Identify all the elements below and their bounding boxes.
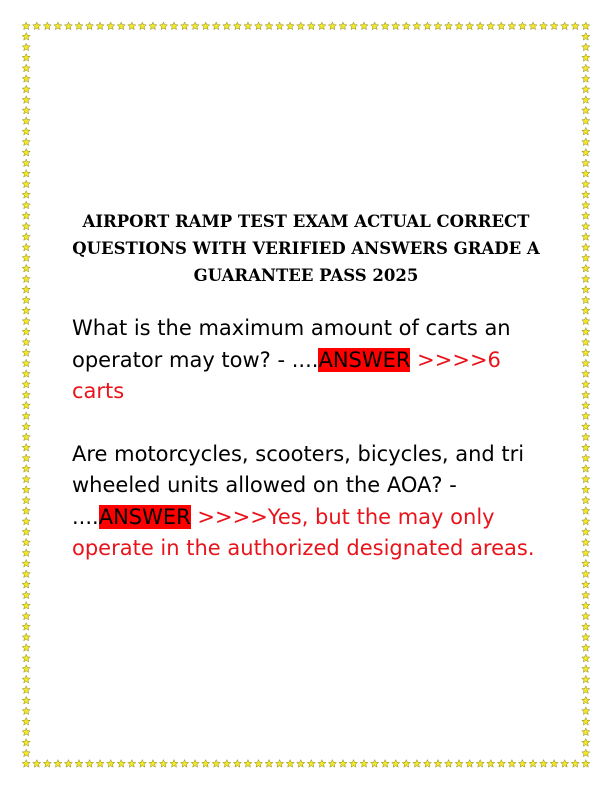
border-star-icon: [582, 370, 590, 378]
border-star-icon: [561, 760, 569, 768]
border-star-icon: [582, 412, 590, 420]
border-star-icon: [582, 85, 590, 93]
border-star-icon: [22, 138, 30, 146]
border-star-icon: [381, 22, 389, 30]
border-star-icon: [529, 760, 537, 768]
border-star-icon: [22, 96, 30, 104]
border-star-icon: [22, 686, 30, 694]
border-star-icon: [582, 507, 590, 515]
border-star-icon: [181, 760, 189, 768]
border-star-icon: [413, 760, 421, 768]
border-star-icon: [582, 75, 590, 83]
border-star-icon: [22, 507, 30, 515]
border-star-icon: [582, 686, 590, 694]
border-star-icon: [22, 644, 30, 652]
border-star-icon: [244, 760, 252, 768]
qa-item-1: [72, 313, 542, 408]
border-star-icon: [297, 760, 305, 768]
border-star-icon: [582, 212, 590, 220]
border-star-icon: [350, 22, 358, 30]
border-star-icon: [233, 760, 241, 768]
border-star-icon: [149, 22, 157, 30]
border-star-icon: [402, 760, 410, 768]
border-star-icon: [582, 760, 590, 768]
border-star-icon: [22, 717, 30, 725]
border-star-icon: [434, 760, 442, 768]
border-star-icon: [159, 760, 167, 768]
border-star-icon: [202, 22, 210, 30]
border-star-icon: [582, 243, 590, 251]
border-star-icon: [529, 22, 537, 30]
border-star-icon: [360, 760, 368, 768]
border-star-icon: [508, 760, 516, 768]
border-star-icon: [582, 517, 590, 525]
border-star-icon: [413, 22, 421, 30]
border-star-icon: [159, 22, 167, 30]
answer-label: ANSWER: [318, 347, 411, 372]
border-star-icon: [571, 760, 579, 768]
border-star-icon: [276, 760, 284, 768]
border-star-icon: [64, 760, 72, 768]
border-star-icon: [22, 728, 30, 736]
border-star-icon: [22, 254, 30, 262]
border-star-icon: [22, 760, 30, 768]
border-star-icon: [371, 22, 379, 30]
border-star-icon: [117, 22, 125, 30]
border-star-icon: [75, 22, 83, 30]
border-star-icon: [22, 243, 30, 251]
border-star-icon: [582, 317, 590, 325]
border-star-icon: [582, 749, 590, 757]
border-star-icon: [582, 422, 590, 430]
border-star-icon: [582, 496, 590, 504]
border-star-icon: [582, 338, 590, 346]
border-star-icon: [22, 233, 30, 241]
border-star-icon: [582, 654, 590, 662]
border-star-icon: [223, 760, 231, 768]
answer-label: ANSWER: [98, 504, 191, 529]
border-star-icon: [582, 127, 590, 135]
border-star-icon: [33, 760, 41, 768]
border-star-icon: [582, 717, 590, 725]
qa-item-2: [72, 439, 542, 565]
border-star-icon: [22, 612, 30, 620]
border-star-icon: [22, 64, 30, 72]
border-star-icon: [22, 422, 30, 430]
border-star-icon: [582, 623, 590, 631]
border-star-icon: [22, 370, 30, 378]
border-star-icon: [392, 760, 400, 768]
border-star-icon: [22, 623, 30, 631]
border-star-icon: [22, 148, 30, 156]
border-star-icon: [582, 602, 590, 610]
border-star-icon: [22, 528, 30, 536]
border-star-icon: [307, 760, 315, 768]
border-star-icon: [22, 475, 30, 483]
border-star-icon: [434, 22, 442, 30]
border-star-icon: [381, 760, 389, 768]
border-star-icon: [202, 760, 210, 768]
border-star-icon: [22, 602, 30, 610]
border-star-icon: [22, 633, 30, 641]
border-star-icon: [22, 380, 30, 388]
border-star-icon: [561, 22, 569, 30]
border-star-icon: [22, 117, 30, 125]
border-star-icon: [22, 591, 30, 599]
border-star-icon: [22, 317, 30, 325]
border-star-icon: [582, 159, 590, 167]
border-star-icon: [22, 222, 30, 230]
border-star-icon: [582, 465, 590, 473]
border-star-icon: [170, 760, 178, 768]
border-star-icon: [582, 180, 590, 188]
border-star-icon: [22, 22, 30, 30]
border-star-icon: [22, 170, 30, 178]
border-star-icon: [476, 760, 484, 768]
border-star-icon: [286, 22, 294, 30]
border-star-icon: [22, 538, 30, 546]
border-star-icon: [518, 760, 526, 768]
border-star-icon: [582, 696, 590, 704]
border-star-icon: [22, 201, 30, 209]
border-star-icon: [582, 591, 590, 599]
border-star-icon: [582, 233, 590, 241]
border-star-icon: [22, 675, 30, 683]
border-star-icon: [582, 285, 590, 293]
border-star-icon: [138, 760, 146, 768]
border-star-icon: [117, 760, 125, 768]
border-star-icon: [22, 707, 30, 715]
border-star-icon: [328, 22, 336, 30]
question-text: Are motorcycles, scooters, bicycles, and tri wheeled units allowed on the AOA? - ....: [72, 441, 525, 529]
border-star-icon: [191, 760, 199, 768]
border-star-icon: [212, 22, 220, 30]
border-star-icon: [265, 760, 273, 768]
border-star-icon: [96, 760, 104, 768]
border-star-icon: [265, 22, 273, 30]
border-star-icon: [22, 433, 30, 441]
border-star-icon: [497, 760, 505, 768]
border-star-icon: [22, 749, 30, 757]
border-star-icon: [22, 307, 30, 315]
border-star-icon: [22, 549, 30, 557]
border-star-icon: [138, 22, 146, 30]
border-star-icon: [22, 349, 30, 357]
border-star-icon: [582, 675, 590, 683]
border-star-icon: [22, 570, 30, 578]
border-star-icon: [43, 22, 51, 30]
border-star-icon: [571, 22, 579, 30]
border-star-icon: [540, 760, 548, 768]
qa-content: [72, 313, 542, 596]
border-star-icon: [582, 570, 590, 578]
question-text: What is the maximum amount of carts an operator may tow? - ....: [72, 316, 511, 372]
border-star-icon: [212, 760, 220, 768]
border-star-icon: [181, 22, 189, 30]
border-star-icon: [582, 148, 590, 156]
border-star-icon: [22, 486, 30, 494]
border-star-icon: [371, 760, 379, 768]
border-star-icon: [423, 760, 431, 768]
border-star-icon: [22, 75, 30, 83]
border-star-icon: [22, 328, 30, 336]
border-star-icon: [22, 443, 30, 451]
border-star-icon: [582, 222, 590, 230]
border-star-icon: [445, 760, 453, 768]
border-star-icon: [582, 349, 590, 357]
border-star-icon: [22, 43, 30, 51]
border-star-icon: [476, 22, 484, 30]
border-star-icon: [43, 760, 51, 768]
border-star-icon: [582, 559, 590, 567]
border-star-icon: [22, 275, 30, 283]
border-star-icon: [22, 54, 30, 62]
border-star-icon: [582, 454, 590, 462]
border-star-icon: [497, 22, 505, 30]
border-star-icon: [582, 54, 590, 62]
border-star-icon: [22, 496, 30, 504]
border-star-icon: [75, 760, 83, 768]
border-star-icon: [487, 760, 495, 768]
border-star-icon: [455, 22, 463, 30]
border-star-icon: [582, 728, 590, 736]
border-star-icon: [582, 43, 590, 51]
border-star-icon: [582, 22, 590, 30]
border-star-icon: [22, 180, 30, 188]
border-star-icon: [22, 696, 30, 704]
border-star-icon: [328, 760, 336, 768]
border-star-icon: [423, 22, 431, 30]
border-star-icon: [22, 391, 30, 399]
border-star-icon: [22, 85, 30, 93]
border-star-icon: [22, 127, 30, 135]
border-star-icon: [276, 22, 284, 30]
border-star-icon: [22, 665, 30, 673]
border-star-icon: [233, 22, 241, 30]
border-star-icon: [582, 201, 590, 209]
border-star-icon: [22, 212, 30, 220]
border-star-icon: [170, 22, 178, 30]
border-star-icon: [86, 760, 94, 768]
border-star-icon: [107, 22, 115, 30]
border-star-icon: [223, 22, 231, 30]
border-star-icon: [22, 338, 30, 346]
border-star-icon: [582, 528, 590, 536]
border-star-icon: [508, 22, 516, 30]
border-star-icon: [582, 549, 590, 557]
border-star-icon: [582, 328, 590, 336]
border-star-icon: [22, 465, 30, 473]
border-star-icon: [22, 159, 30, 167]
border-star-icon: [466, 760, 474, 768]
border-star-icon: [22, 654, 30, 662]
border-star-icon: [128, 22, 136, 30]
border-star-icon: [466, 22, 474, 30]
border-star-icon: [582, 739, 590, 747]
border-star-icon: [582, 138, 590, 146]
border-star-icon: [22, 296, 30, 304]
border-star-icon: [582, 359, 590, 367]
border-star-icon: [22, 412, 30, 420]
border-star-icon: [582, 64, 590, 72]
answer-text: >>>>6 carts: [72, 347, 501, 403]
border-star-icon: [582, 296, 590, 304]
border-star-icon: [22, 359, 30, 367]
border-star-icon: [582, 633, 590, 641]
border-star-icon: [22, 285, 30, 293]
border-star-icon: [582, 264, 590, 272]
border-star-icon: [22, 739, 30, 747]
border-star-icon: [339, 22, 347, 30]
border-star-icon: [582, 612, 590, 620]
border-star-icon: [582, 117, 590, 125]
border-star-icon: [22, 33, 30, 41]
border-star-icon: [445, 22, 453, 30]
border-star-icon: [22, 191, 30, 199]
border-star-icon: [54, 22, 62, 30]
border-star-icon: [582, 475, 590, 483]
border-star-icon: [22, 401, 30, 409]
border-star-icon: [107, 760, 115, 768]
border-star-icon: [307, 22, 315, 30]
border-star-icon: [582, 644, 590, 652]
border-star-icon: [582, 170, 590, 178]
border-star-icon: [402, 22, 410, 30]
border-star-icon: [360, 22, 368, 30]
border-star-icon: [128, 760, 136, 768]
border-star-icon: [22, 580, 30, 588]
border-star-icon: [339, 760, 347, 768]
border-star-icon: [582, 275, 590, 283]
border-star-icon: [582, 433, 590, 441]
border-star-icon: [254, 22, 262, 30]
border-star-icon: [582, 538, 590, 546]
border-star-icon: [582, 707, 590, 715]
border-star-icon: [297, 22, 305, 30]
border-star-icon: [582, 486, 590, 494]
border-star-icon: [550, 760, 558, 768]
border-star-icon: [392, 22, 400, 30]
border-star-icon: [244, 22, 252, 30]
border-star-icon: [318, 760, 326, 768]
border-star-icon: [582, 254, 590, 262]
border-star-icon: [455, 760, 463, 768]
border-star-icon: [318, 22, 326, 30]
border-star-icon: [22, 454, 30, 462]
border-star-icon: [86, 22, 94, 30]
border-star-icon: [64, 22, 72, 30]
border-star-icon: [22, 559, 30, 567]
answer-text: >>>>Yes, but the may only operate in the authorized designated areas.: [72, 504, 535, 560]
border-star-icon: [582, 443, 590, 451]
border-star-icon: [33, 22, 41, 30]
border-star-icon: [149, 760, 157, 768]
border-star-icon: [286, 760, 294, 768]
border-star-icon: [191, 22, 199, 30]
border-star-icon: [22, 106, 30, 114]
border-star-icon: [96, 22, 104, 30]
border-star-icon: [54, 760, 62, 768]
border-star-icon: [582, 580, 590, 588]
border-star-icon: [22, 264, 30, 272]
border-star-icon: [582, 191, 590, 199]
border-star-icon: [22, 517, 30, 525]
border-star-icon: [582, 380, 590, 388]
border-star-icon: [582, 665, 590, 673]
border-star-icon: [582, 33, 590, 41]
border-star-icon: [487, 22, 495, 30]
document-title: AIRPORT RAMP TEST EXAM ACTUAL CORRECT QUESTIONS WITH VERIFIED ANSWERS GRADE A GUARANTEE PASS 2025: [72, 212, 540, 285]
border-star-icon: [582, 391, 590, 399]
border-star-icon: [582, 401, 590, 409]
border-star-icon: [350, 760, 358, 768]
border-star-icon: [582, 307, 590, 315]
border-star-icon: [540, 22, 548, 30]
border-star-icon: [582, 96, 590, 104]
border-star-icon: [582, 106, 590, 114]
border-star-icon: [518, 22, 526, 30]
border-star-icon: [550, 22, 558, 30]
border-star-icon: [254, 760, 262, 768]
